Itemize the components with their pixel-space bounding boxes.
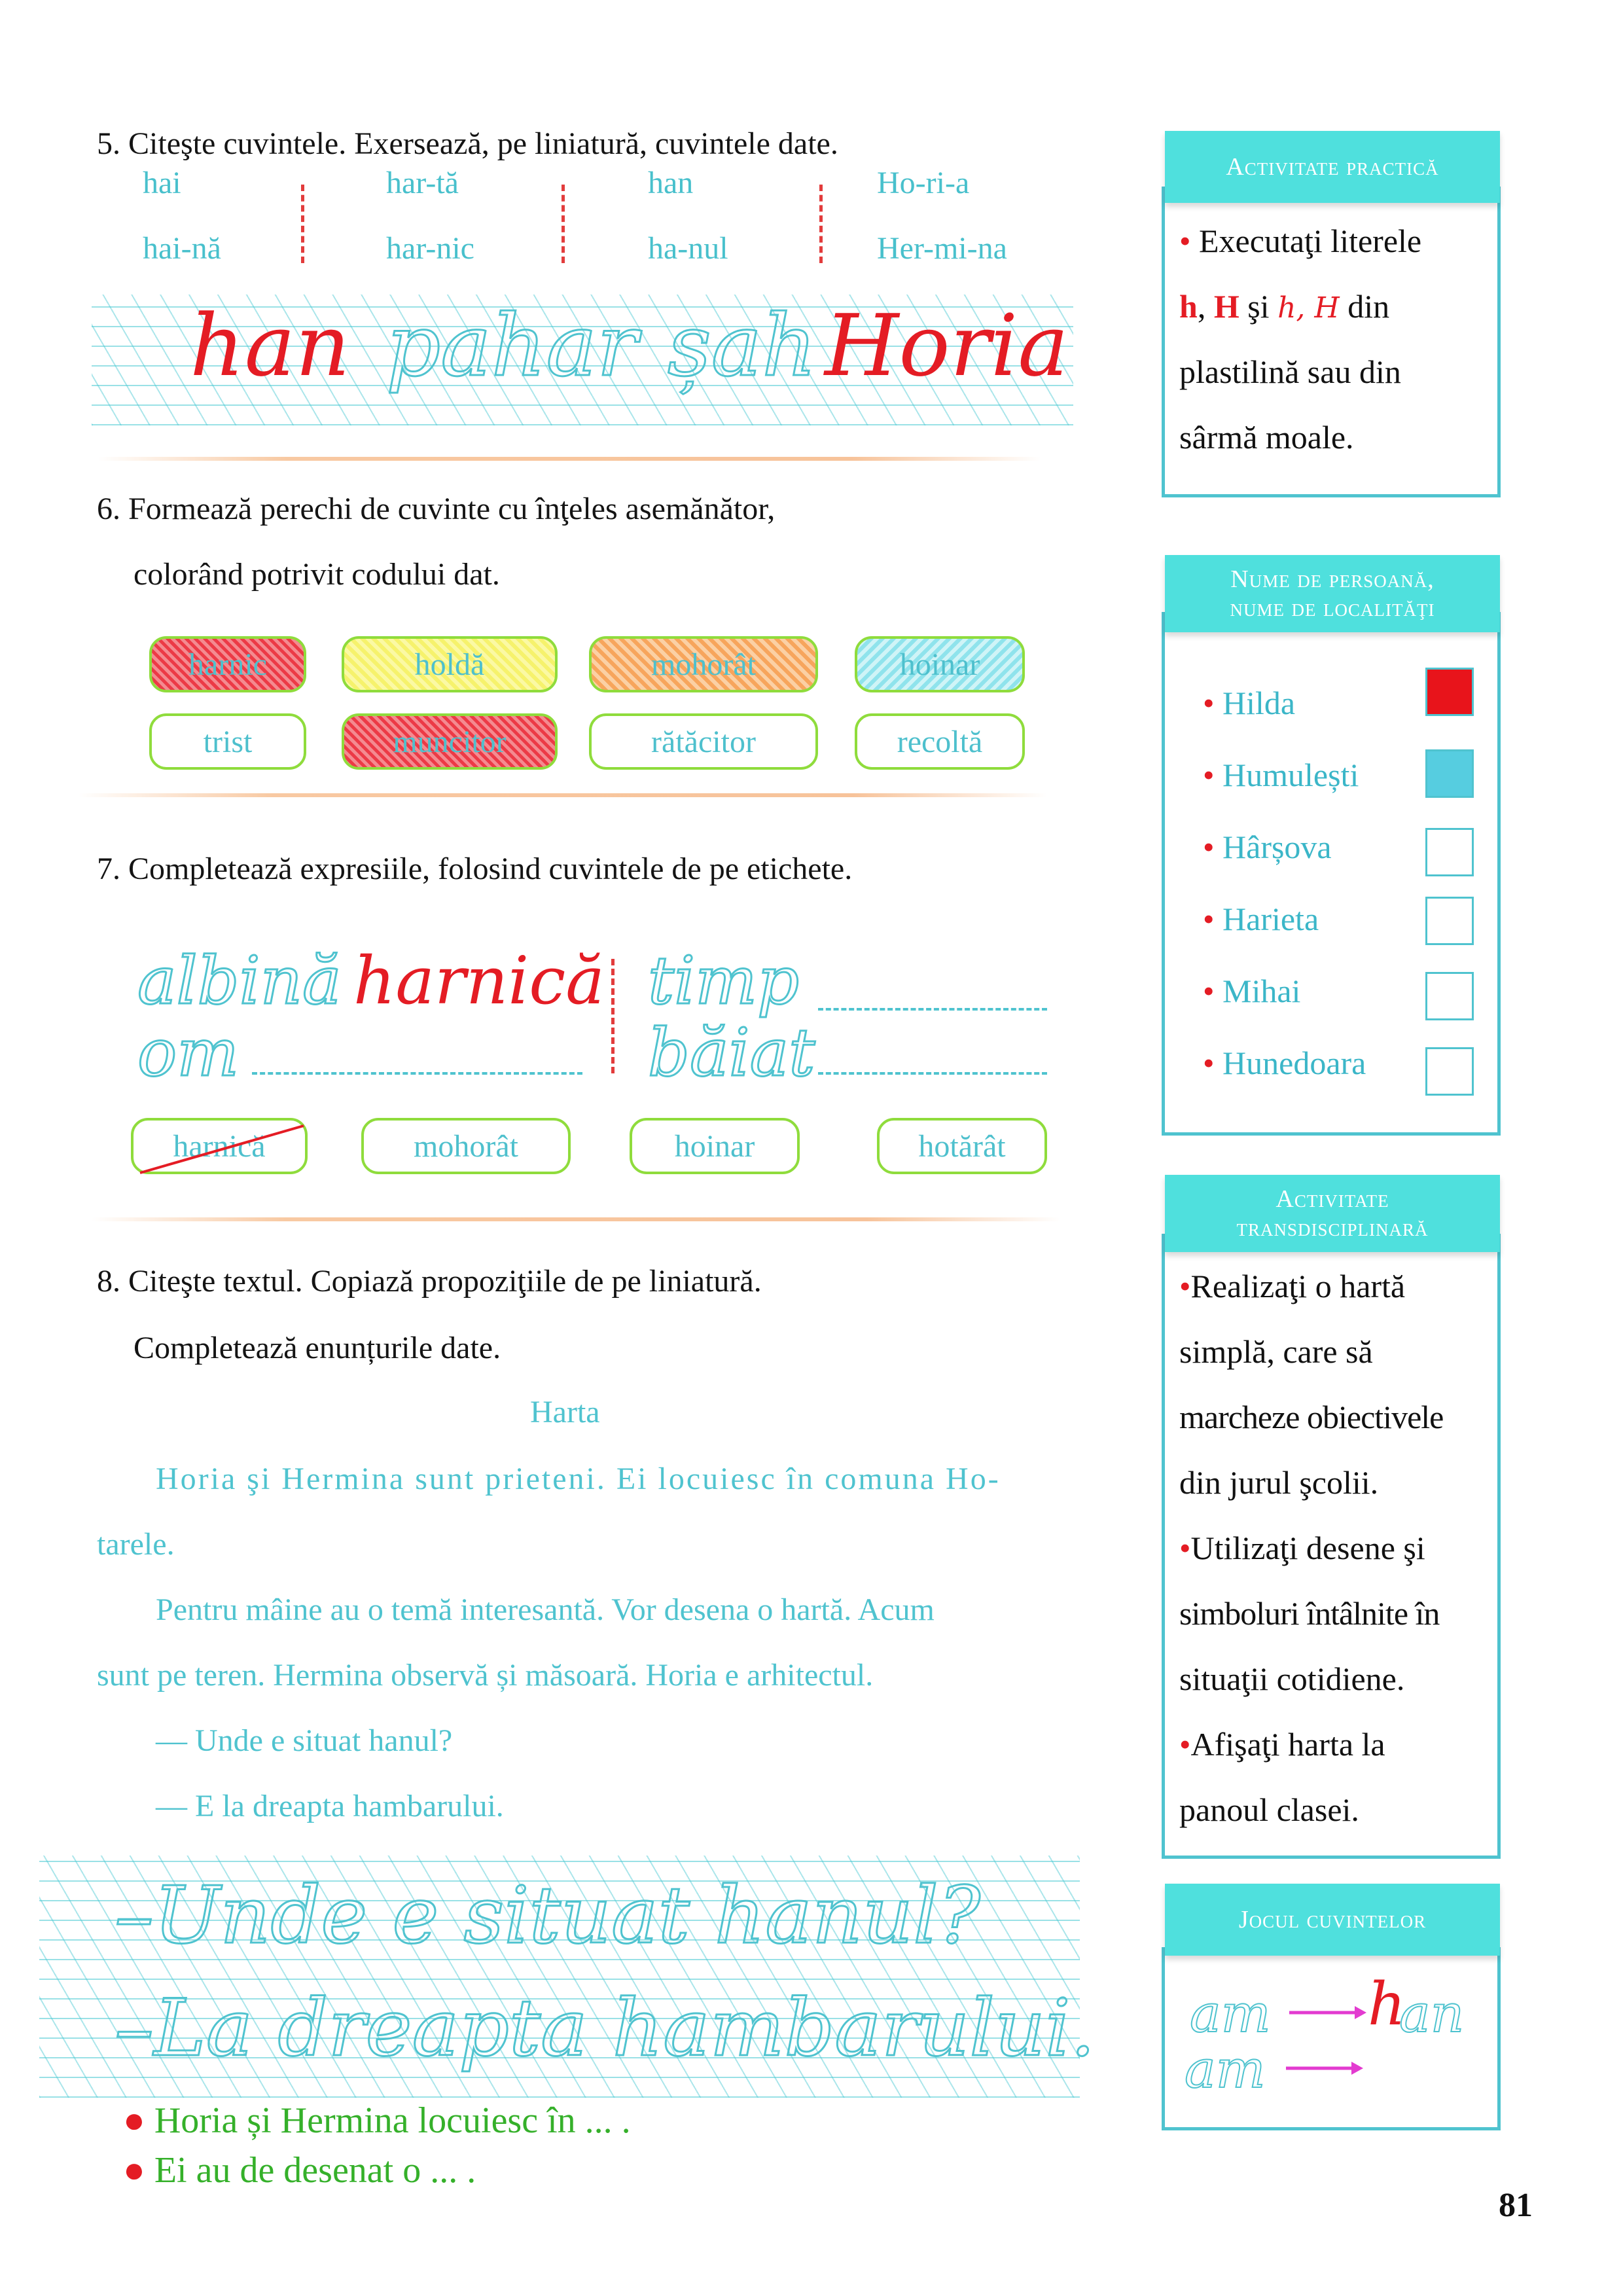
trans-line: situaţii cotidiene.	[1179, 1660, 1405, 1697]
practical-line4: sârmă moale.	[1179, 419, 1354, 456]
expr-albina: albină	[137, 942, 342, 1019]
trans-line: simboluri întâlnite în	[1179, 1595, 1440, 1632]
arrow-icon	[1286, 2058, 1364, 2078]
complete-sentence-2	[123, 2149, 476, 2191]
label-harnic[interactable]: harnic	[149, 636, 306, 692]
story-para1b: tarele.	[97, 1527, 175, 1562]
divider	[98, 457, 1041, 461]
page-number: 81	[1499, 2187, 1533, 2224]
bullet-icon: •	[1179, 1530, 1191, 1566]
bullet-icon: •	[1203, 901, 1223, 937]
syllable-har-nic: har-nic	[386, 231, 474, 266]
label-hoinar[interactable]: hoinar	[630, 1118, 800, 1174]
ex6-instruction-line2: colorând potrivit codului dat.	[134, 557, 500, 592]
story-title: Harta	[530, 1395, 600, 1429]
divider	[92, 1217, 1060, 1221]
color-square-mihai[interactable]	[1425, 972, 1474, 1020]
ex7-instruction: 7. Completează expresiile, folosind cuvintele de pe etichete.	[97, 852, 853, 886]
letter-h: h	[1179, 288, 1198, 325]
trans-line: panoul clasei.	[1179, 1791, 1359, 1828]
answer-line-timp[interactable]	[818, 1008, 1047, 1011]
practical-activity-title: Activitate practică	[1165, 131, 1500, 203]
label-muncitor[interactable]: muncitor	[342, 713, 558, 770]
wordgame-title: Jocul cuvintelor	[1165, 1884, 1500, 1956]
name-item	[1203, 900, 1319, 938]
separator	[611, 959, 615, 1073]
bullet-icon: ●	[123, 2100, 145, 2141]
label-trist[interactable]: trist	[149, 713, 306, 770]
trans-line	[1179, 1253, 1405, 1319]
label-harnica-used[interactable]	[131, 1118, 308, 1174]
color-square-hilda[interactable]	[1425, 668, 1474, 716]
wordgame-row2-from: am	[1185, 2039, 1266, 2100]
cursive-line2: –La dreapta hambarului.	[115, 1983, 1096, 2074]
name-hunedoara: Hunedoara	[1222, 1045, 1366, 1081]
wordgame-row1-h: h	[1368, 1970, 1406, 2039]
bullet-icon: •	[1179, 1726, 1191, 1763]
cursive-sah: șah	[668, 296, 817, 395]
color-square-hunedoara[interactable]	[1425, 1047, 1474, 1096]
expr-baiat: băiat	[648, 1014, 815, 1091]
ex5-instruction: 5. Citeşte cuvintele. Exersează, pe liniatură, cuvintele date.	[97, 126, 838, 161]
trans-line: simplă, care să	[1179, 1333, 1373, 1370]
practical-line3: plastilină sau din	[1179, 353, 1401, 390]
word-si: şi	[1247, 288, 1270, 325]
bullet-icon: ●	[123, 2150, 145, 2191]
story-dialog2: — E la dreapta hambarului.	[156, 1789, 504, 1823]
trans-line	[1179, 1712, 1385, 1777]
label-holda[interactable]: holdă	[342, 636, 558, 692]
name-item	[1203, 684, 1295, 722]
syllable-han: han	[648, 166, 694, 200]
wordgame-row1-to: an	[1399, 1983, 1465, 2044]
syllable-har-ta: har-tă	[386, 166, 459, 200]
name-harieta: Harieta	[1222, 901, 1319, 937]
letter-H: H	[1213, 288, 1240, 325]
separator	[819, 185, 823, 263]
story-para2a: Pentru mâine au o temă interesantă. Vor desena o hartă. Acum	[156, 1592, 935, 1627]
complete-text-2: Ei au de desenat o ... .	[154, 2150, 476, 2191]
name-item	[1203, 756, 1359, 794]
separator	[301, 185, 304, 263]
bullet-icon: •	[1179, 1268, 1191, 1304]
color-square-harieta[interactable]	[1425, 897, 1474, 945]
expr-om: om	[137, 1014, 240, 1091]
name-item	[1203, 972, 1300, 1010]
syllable-hai: hai	[143, 166, 181, 200]
arrow-icon	[1289, 2003, 1368, 2022]
cursive-pahar: pahar	[386, 296, 638, 395]
name-hilda: Hilda	[1222, 685, 1296, 721]
cursive-line1: –Unde e situat hanul?	[115, 1871, 981, 1962]
trans-text: Afişaţi harta la	[1190, 1726, 1385, 1763]
label-hoinar[interactable]: hoinar	[855, 636, 1025, 692]
name-humulesti: Humulești	[1222, 757, 1359, 793]
label-text: harnică	[173, 1128, 266, 1164]
complete-sentence-1	[123, 2100, 631, 2142]
complete-text-1: Horia și Hermina locuiesc în ... .	[154, 2100, 631, 2141]
bullet-icon: •	[1203, 685, 1223, 721]
wordgame-row1-from: am	[1190, 1983, 1271, 2044]
separator	[562, 185, 565, 263]
label-mohorat[interactable]: mohorât	[589, 636, 818, 692]
syllable-ha-nul: ha-nul	[648, 231, 728, 266]
trans-text: Utilizaţi desene şi	[1190, 1530, 1425, 1566]
label-ratacitor[interactable]: rătăcitor	[589, 713, 818, 770]
cursive-han: han	[190, 296, 350, 395]
syllable-her-mi-na: Her-mi-na	[877, 231, 1007, 266]
answer-line-om[interactable]	[252, 1072, 582, 1075]
story-para1a: Horia şi Hermina sunt prieteni. Ei locuiesc în comuna Ho-	[156, 1462, 1001, 1496]
trans-line: din jurul şcolii.	[1179, 1464, 1379, 1501]
answer-line-baiat[interactable]	[818, 1072, 1047, 1075]
word-din: din	[1347, 288, 1390, 325]
transdisciplinary-title	[1165, 1175, 1500, 1252]
color-square-humulesti[interactable]	[1425, 749, 1474, 798]
ex8-instruction-line2: Completează enunțurile date.	[134, 1331, 501, 1365]
trans-line	[1179, 1515, 1425, 1581]
story-dialog1: — Unde e situat hanul?	[156, 1723, 453, 1758]
label-mohorat[interactable]: mohorât	[361, 1118, 571, 1174]
strike-line	[134, 1121, 310, 1177]
name-mihai: Mihai	[1222, 973, 1301, 1009]
letters-script: h, H	[1277, 291, 1340, 325]
practical-line1	[1179, 208, 1421, 274]
trans-line: marcheze obiectivele	[1179, 1399, 1444, 1435]
bullet-icon: •	[1203, 973, 1223, 1009]
transdisciplinary-title-line1: Activitate	[1275, 1185, 1389, 1213]
transdisciplinary-title-line2: transdisciplinară	[1236, 1214, 1429, 1242]
label-hotarat[interactable]: hotărât	[877, 1118, 1047, 1174]
expr-timp: timp	[648, 942, 800, 1019]
name-item	[1203, 828, 1332, 866]
bullet-icon: •	[1179, 223, 1191, 259]
syllable-ho-ri-a: Ho-ri-a	[877, 166, 970, 200]
bullet-icon: •	[1203, 1045, 1223, 1081]
practical-line2: h, H şi h, H din	[1179, 288, 1390, 325]
cursive-horia: Horia	[825, 296, 1069, 395]
bullet-icon: •	[1203, 757, 1223, 793]
name-harsova: Hârșova	[1222, 829, 1332, 865]
syllable-hai-na: hai-nă	[143, 231, 221, 266]
names-title-line1: Nume de persoană,	[1230, 565, 1435, 593]
bullet-icon: •	[1203, 829, 1223, 865]
names-title	[1165, 555, 1500, 632]
story-para2b: sunt pe teren. Hermina observă și măsoară. Horia e arhitectul.	[97, 1658, 874, 1693]
practical-line1-text: Executaţi literele	[1199, 223, 1422, 259]
trans-text: Realizaţi o hartă	[1190, 1268, 1406, 1304]
ex8-instruction-line1: 8. Citeşte textul. Copiază propoziţiile de pe liniatură.	[97, 1264, 762, 1299]
color-square-harsova[interactable]	[1425, 828, 1474, 876]
divider	[79, 793, 1047, 797]
ex6-instruction-line1: 6. Formează perechi de cuvinte cu înţeles asemănător,	[97, 492, 776, 526]
label-recolta[interactable]: recoltă	[855, 713, 1025, 770]
expr-harnica: harnică	[353, 942, 605, 1019]
name-item	[1203, 1044, 1366, 1082]
names-title-line2: nume de localităţi	[1230, 594, 1435, 622]
